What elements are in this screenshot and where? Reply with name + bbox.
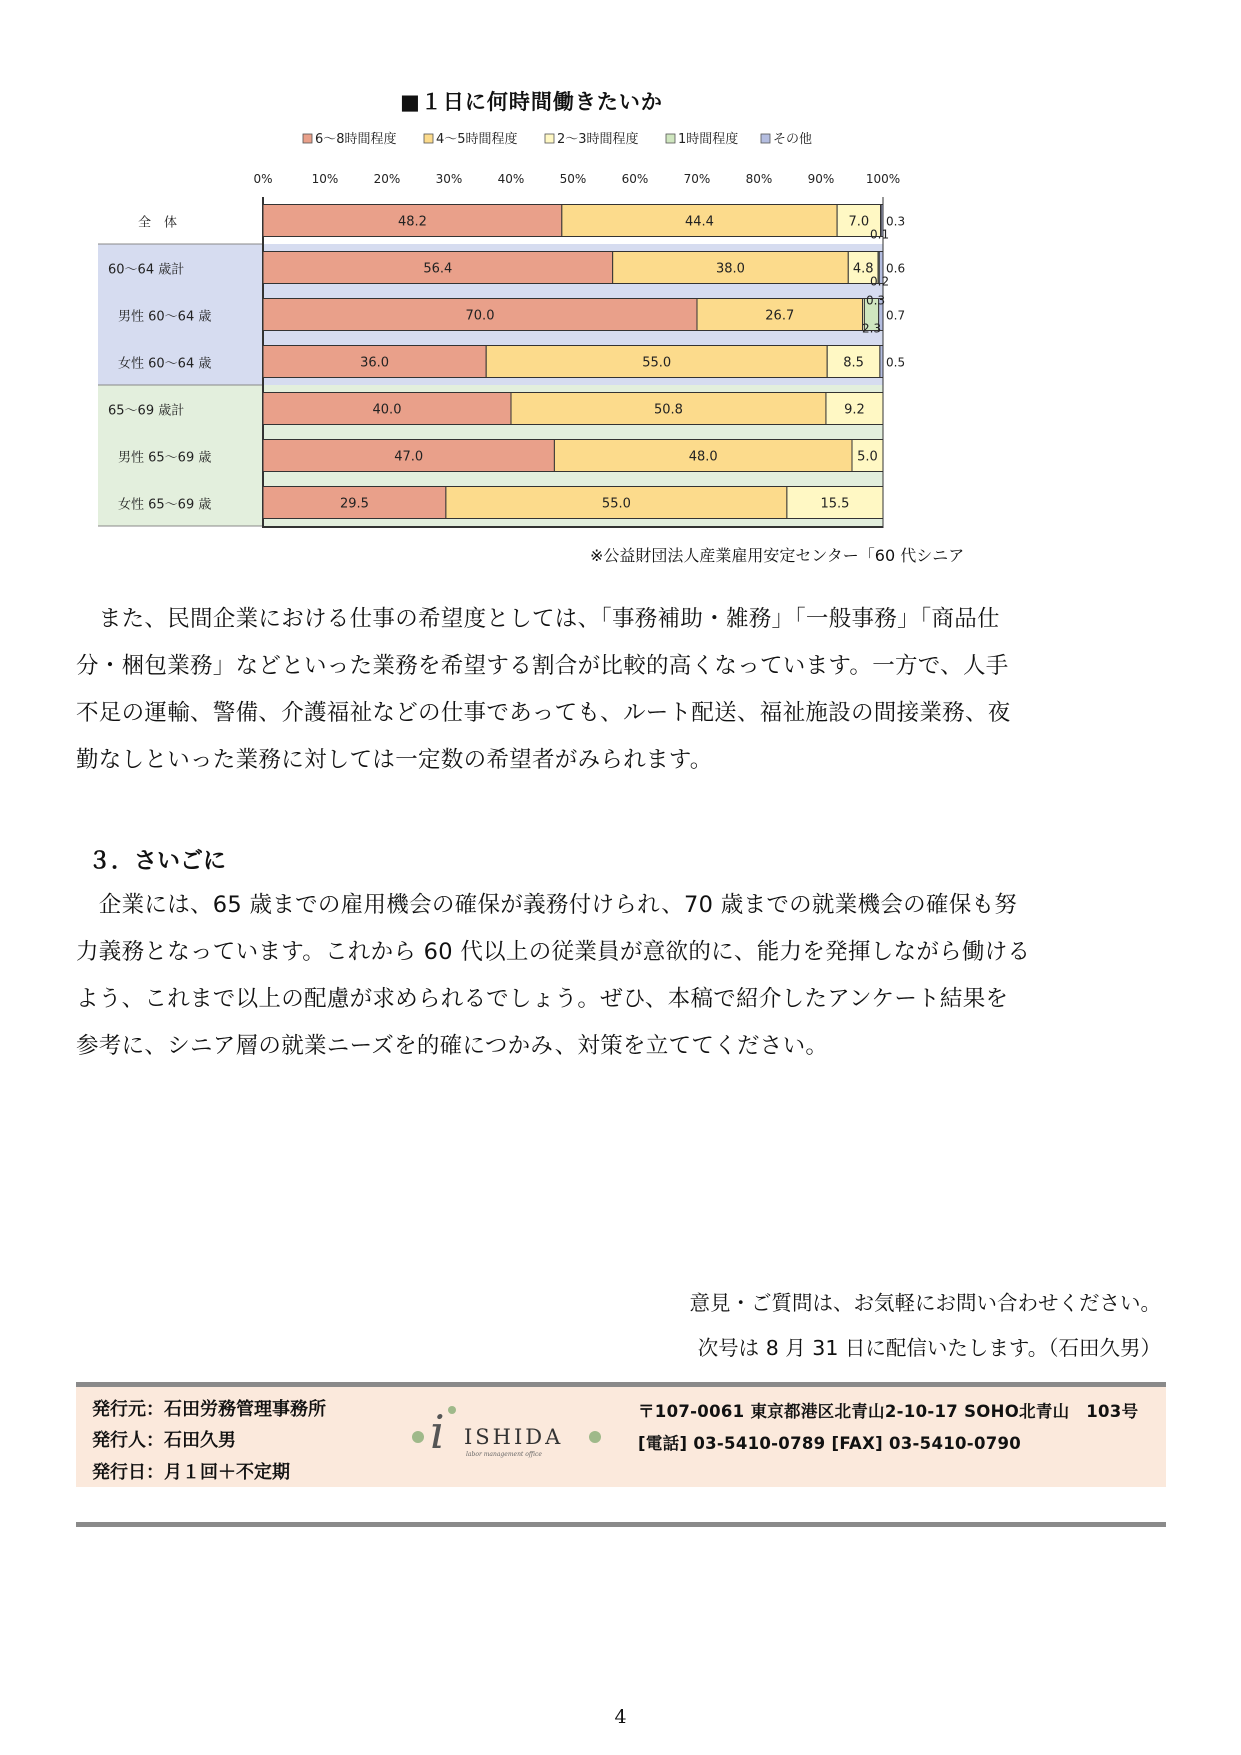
paragraph-2	[76, 882, 1166, 1070]
category-label: 女性 60～64 歳	[118, 356, 212, 372]
footer-address: 〒107-0061 東京都港区北青山2-10-17 SOHO北青山 103号	[638, 1402, 1139, 1421]
bar-value-label: 48.0	[688, 449, 718, 465]
bar-value-label: 48.2	[397, 214, 427, 230]
x-tick-label: 50%	[559, 172, 587, 186]
logo-dot-left	[412, 1431, 424, 1443]
bar-value-label: 0.6	[886, 261, 906, 276]
category-label: 男性 60～64 歳	[118, 309, 212, 325]
stacked-bar-chart	[0, 0, 1241, 560]
bar-value-label: 0.2	[870, 274, 890, 289]
x-tick-label: 80%	[745, 172, 773, 186]
bar-value-label: 0.3	[886, 214, 906, 229]
category-label: 65～69 歳計	[108, 403, 185, 419]
category-label: 男性 65～69 歳	[118, 450, 212, 466]
legend-label: 6～8時間程度	[315, 132, 397, 147]
logo-dot-top	[448, 1406, 456, 1414]
legend-swatch	[424, 134, 433, 143]
bar-value-label: 5.0	[857, 449, 878, 465]
legend-label: 1時間程度	[678, 132, 739, 147]
section-heading: ３．さいごに	[88, 848, 226, 874]
legend-label: 2～3時間程度	[557, 132, 639, 147]
x-tick-label: 30%	[435, 172, 463, 186]
paragraph-2-line: 企業には、65 歳までの雇用機会の確保が義務付けられ、70 歳までの就業機会の確保も努	[76, 892, 1018, 918]
paragraph-2-line: よう、これまで以上の配慮が求められるでしょう。ぜひ、本稿で紹介したアンケート結果を	[76, 986, 1009, 1012]
bar-value-label: 0.7	[886, 308, 906, 323]
closing-line-2: 次号は 8 月 31 日に配信いたします。（石田久男）	[697, 1336, 1161, 1360]
bar-value-label: 0.3	[866, 293, 886, 308]
closing-line-1: 意見・ご質問は、お気軽にお問い合わせください。	[689, 1291, 1161, 1315]
legend-swatch	[761, 134, 770, 143]
paragraph-1-line: 不足の運輸、警備、介護福祉などの仕事であっても、ルート配送、福祉施設の間接業務、夜	[76, 700, 1011, 726]
legend-label: その他	[773, 132, 813, 147]
x-tick-label: 0%	[253, 172, 273, 186]
x-tick-label: 100%	[865, 172, 901, 186]
category-label: 60～64 歳計	[108, 262, 185, 278]
bar-value-label: 26.7	[765, 308, 795, 324]
footer-issue-date: 発行日：月１回＋不定期	[92, 1462, 290, 1483]
bar-value-label: 8.5	[843, 355, 864, 371]
logo-tagline: labor management office	[466, 1451, 542, 1458]
bar-value-label: 29.5	[339, 496, 369, 512]
footer-publisher: 発行元：石田労務管理事務所	[92, 1399, 326, 1420]
bar-value-label: 0.1	[870, 227, 890, 242]
x-tick-label: 90%	[807, 172, 835, 186]
legend-swatch	[666, 134, 675, 143]
bar-value-label: 47.0	[394, 449, 424, 465]
footer-bottom-rule	[76, 1522, 1166, 1527]
legend-swatch	[303, 134, 312, 143]
category-label: 女性 65～69 歳	[118, 497, 212, 513]
bar-value-label: 70.0	[465, 308, 495, 324]
footer-issuer: 発行人：石田久男	[92, 1430, 236, 1451]
logo-letter: i	[430, 1405, 445, 1459]
legend-swatch	[545, 134, 554, 143]
bar-value-label: 40.0	[372, 402, 402, 418]
bar-value-label: 38.0	[716, 261, 745, 277]
page-number: 4	[614, 1706, 627, 1728]
bar-value-label: 55.0	[601, 496, 631, 512]
bar-value-label: 56.4	[423, 261, 453, 277]
bar-value-label: 15.5	[820, 496, 850, 512]
paragraph-1-line: 分・梱包業務」などといった業務を希望する割合が比較的高くなっています。一方で、人手	[76, 653, 1009, 679]
footer-contact: [電話] 03-5410-0789 [FAX] 03-5410-0790	[638, 1434, 1022, 1453]
bar-value-label: 2.3	[862, 321, 882, 336]
paragraph-2-line: 参考に、シニア層の就業ニーズを的確につかみ、対策を立ててください。	[76, 1033, 829, 1059]
logo-text: ISHIDA	[464, 1425, 564, 1449]
bar-value-label: 0.5	[886, 355, 906, 370]
paragraph-1-line: 勤なしといった業務に対しては一定数の希望者がみられます。	[76, 747, 713, 773]
bar-value-label: 50.8	[654, 402, 683, 418]
bar-value-label: 44.4	[685, 214, 714, 230]
logo-dot-right	[589, 1431, 601, 1443]
paragraph-1-line: また、民間企業における仕事の希望度としては、「事務補助・雑務」「一般事務」「商品仕	[76, 606, 1000, 632]
paragraph-2-line: 力義務となっています。これから 60 代以上の従業員が意欲的に、能力を発揮しながら働ける	[76, 939, 1031, 965]
bar-value-label: 36.0	[360, 355, 390, 371]
legend-label: 4～5時間程度	[436, 132, 518, 147]
x-tick-label: 70%	[683, 172, 711, 186]
bar-value-label: 7.0	[848, 214, 870, 230]
category-band	[98, 197, 263, 244]
bar-value-label: 4.8	[852, 261, 874, 277]
x-tick-label: 60%	[621, 172, 649, 186]
bar-value-label: 55.0	[642, 355, 672, 371]
source-note: ※公益財団法人産業雇用安定センター「60 代シニア	[590, 546, 965, 565]
bar-value-label: 9.2	[844, 402, 865, 418]
chart-title: ■１日に何時間働きたいか	[400, 90, 663, 114]
bar-segment	[880, 346, 883, 378]
ishida-logo	[408, 1400, 608, 1470]
x-tick-label: 10%	[311, 172, 339, 186]
category-label: 全 体	[138, 215, 178, 231]
x-tick-label: 20%	[373, 172, 401, 186]
paragraph-1	[76, 596, 1166, 784]
x-tick-label: 40%	[497, 172, 525, 186]
